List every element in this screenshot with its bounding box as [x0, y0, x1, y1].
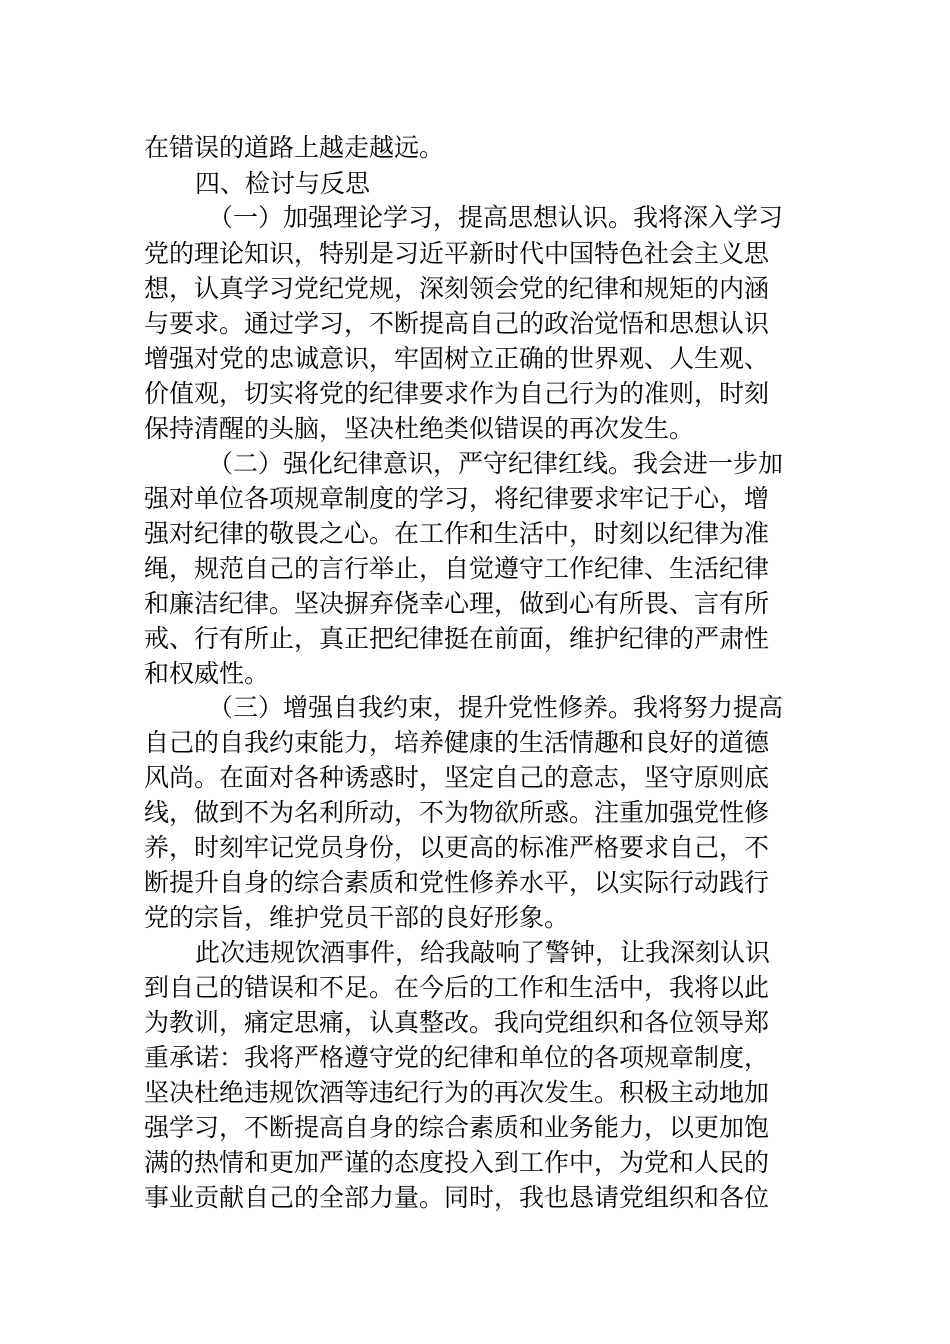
text-line: 到自己的错误和不足。在今后的工作和生活中，我将以此 [144, 973, 770, 1002]
text-line: 增强对党的忠诚意识，牢固树立正确的世界观、人生观、 [144, 344, 770, 373]
text-line: 戒、行有所止，真正把纪律挺在前面，维护纪律的严肃性 [144, 624, 770, 653]
text-line: 党的理论知识，特别是习近平新时代中国特色社会主义思 [144, 239, 770, 268]
text-line: 党的宗旨，维护党员干部的良好形象。 [144, 903, 570, 932]
text-line: 强学习，不断提高自身的综合素质和业务能力，以更加饱 [144, 1113, 770, 1142]
text-line: 重承诺：我将严格遵守党的纪律和单位的各项规章制度， [144, 1043, 770, 1072]
text-line: 想，认真学习党纪党规，深刻领会党的纪律和规矩的内涵 [144, 274, 770, 303]
text-line: 和权威性。 [144, 659, 270, 688]
text-line: （二）强化纪律意识，严守纪律红线。我会进一步加 [208, 449, 784, 478]
text-line: 和廉洁纪律。坚决摒弃侥幸心理，做到心有所畏、言有所 [144, 589, 770, 618]
text-line: （三）增强自我约束，提升党性修养。我将努力提高 [208, 693, 784, 722]
text-line: 断提升自身的综合素质和党性修养水平，以实际行动践行 [144, 868, 770, 897]
text-line: 坚决杜绝违规饮酒等违纪行为的再次发生。积极主动地加 [144, 1078, 770, 1107]
text-line: 养，时刻牢记党员身份，以更高的标准严格要求自己，不 [144, 833, 770, 862]
section-heading: 四、检讨与反思 [195, 169, 371, 198]
text-line: 满的热情和更加严谨的态度投入到工作中，为党和人民的 [144, 1148, 770, 1177]
text-line: 价值观，切实将党的纪律要求作为自己行为的准则，时刻 [144, 379, 770, 408]
text-line: 事业贡献自己的全部力量。同时，我也恳请党组织和各位 [144, 1183, 770, 1212]
text-line: 线，做到不为名利所动，不为物欲所惑。注重加强党性修 [144, 798, 770, 827]
text-line: （一）加强理论学习，提高思想认识。我将深入学习 [208, 203, 784, 232]
text-line: 绳，规范自己的言行举止，自觉遵守工作纪律、生活纪律 [144, 554, 770, 583]
text-line: 保持清醒的头脑，坚决杜绝类似错误的再次发生。 [144, 414, 695, 443]
text-line: 自己的自我约束能力，培养健康的生活情趣和良好的道德 [144, 728, 770, 757]
text-line: 此次违规饮酒事件，给我敲响了警钟，让我深刻认识 [195, 938, 771, 967]
text-line: 与要求。通过学习，不断提高自己的政治觉悟和思想认识 [144, 309, 770, 338]
text-line: 风尚。在面对各种诱惑时，坚定自己的意志，坚守原则底 [144, 763, 770, 792]
text-line: 为教训，痛定思痛，认真整改。我向党组织和各位领导郑 [144, 1008, 770, 1037]
text-line: 强对纪律的敬畏之心。在工作和生活中，时刻以纪律为准 [144, 519, 770, 548]
text-line: 在错误的道路上越走越远。 [144, 133, 445, 162]
text-line: 强对单位各项规章制度的学习，将纪律要求牢记于心，增 [144, 484, 770, 513]
